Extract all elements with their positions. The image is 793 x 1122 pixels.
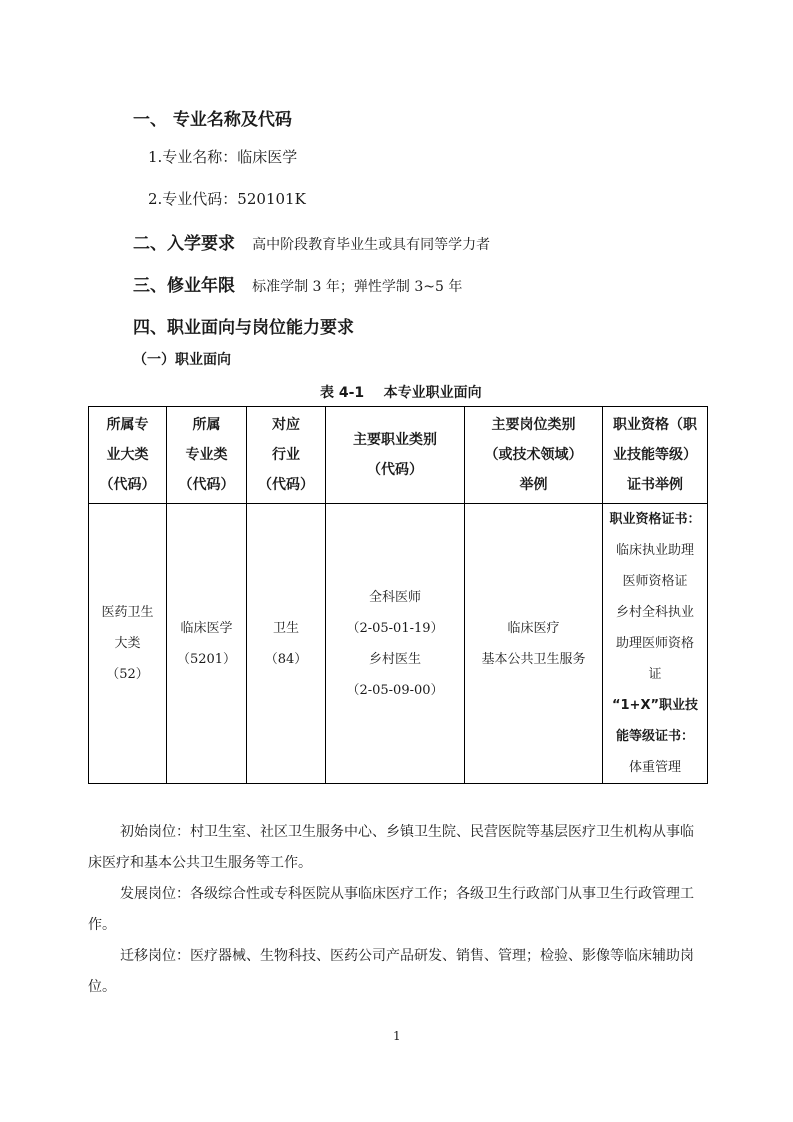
header-category: 所属专 业大类 （代码） [89, 407, 167, 504]
paragraph-initial-positions: 初始岗位：村卫生室、社区卫生服务中心、乡镇卫生院、民营医院等基层医疗卫生机构从事临 床医疗和基本公共卫生服务等工作。 [88, 824, 694, 871]
header-positions: 主要岗位类别 （或技术领域） 举例 [465, 407, 603, 504]
section3-heading: 三、修业年限 [133, 276, 235, 296]
section2-heading: 二、入学要求 [133, 234, 235, 254]
career-orientation-table [88, 406, 708, 784]
cell-occupations: 全科医师 （2-05-01-19） 乡村医生 （2-05-09-00） [326, 504, 465, 784]
major-name-line: 1.专业名称：临床医学 [148, 148, 298, 166]
study-duration [133, 271, 462, 296]
major-code-line: 2.专业代码：520101K [148, 190, 306, 208]
table-row [89, 504, 708, 784]
section4-sub-heading: （一）职业面向 [133, 352, 231, 368]
cell-category: 医药卫生 大类 （52） [89, 504, 167, 784]
cell-certificates: 职业资格证书： 临床执业助理 医师资格证 乡村全科执业 助理医师资格 证 “1+X”职业技 能等级证书： 体重管理 [603, 504, 708, 784]
header-major-class: 所属 专业类 （代码） [167, 407, 247, 504]
admission-requirement [133, 229, 490, 254]
cell-industry: 卫生 （84） [247, 504, 326, 784]
section4-heading: 四、职业面向与岗位能力要求 [133, 318, 354, 338]
cell-major-class: 临床医学 （5201） [167, 504, 247, 784]
header-occupation: 主要职业类别 （代码） [326, 407, 465, 504]
section1-heading: 一、 专业名称及代码 [133, 110, 292, 130]
header-certificates: 职业资格（职 业技能等级） 证书举例 [603, 407, 708, 504]
cell-positions: 临床医疗 基本公共卫生服务 [465, 504, 603, 784]
section2-value: 高中阶段教育毕业生或具有同等学力者 [252, 237, 491, 253]
paragraph-migration-positions: 迁移岗位：医疗器械、生物科技、医药公司产品研发、销售、管理；检验、影像等临床辅助岗 位。 [88, 948, 694, 995]
paragraph-development-positions: 发展岗位：各级综合性或专科医院从事临床医疗工作；各级卫生行政部门从事卫生行政管理工 作。 [88, 886, 694, 933]
table-caption: 表 4-1 本专业职业面向 [320, 385, 482, 401]
header-industry: 对应 行业 （代码） [247, 407, 326, 504]
page-number: 1 [393, 1029, 401, 1043]
section3-value: 标准学制 3 年；弹性学制 3~5 年 [252, 279, 463, 295]
table-header-row [89, 407, 708, 504]
